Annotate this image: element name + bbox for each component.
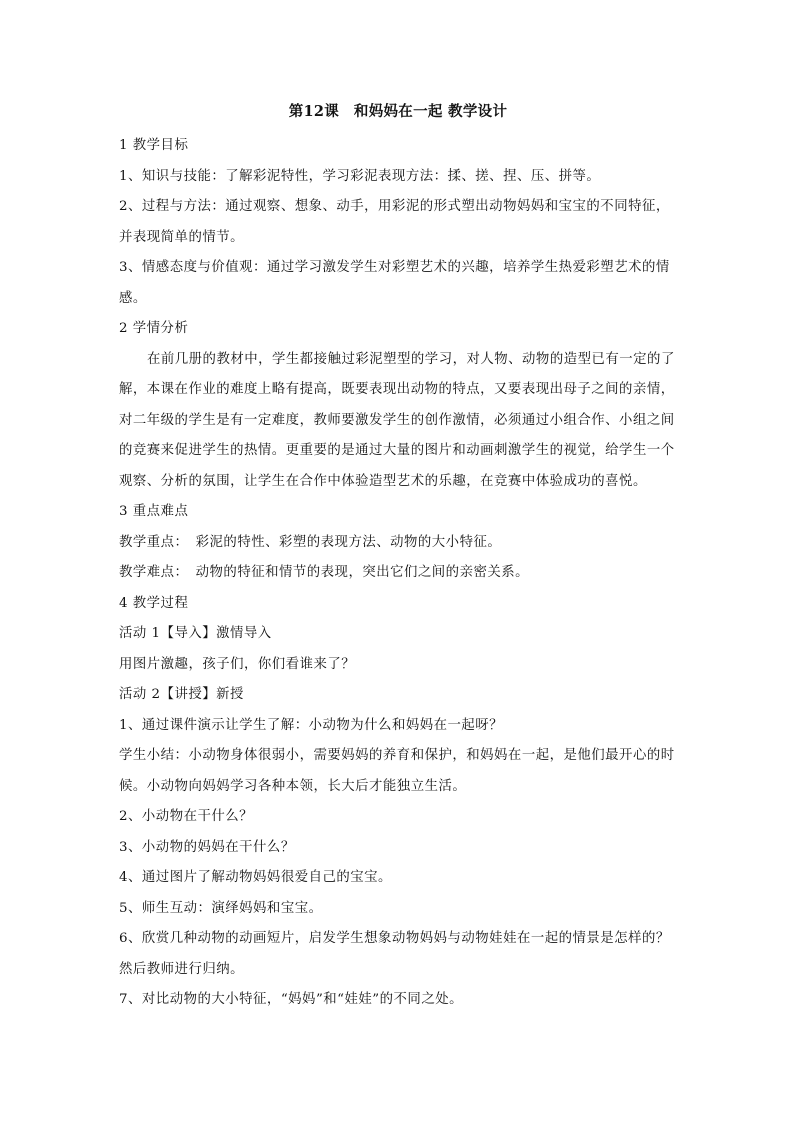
text-line: 1、通过课件演示让学生了解：小动物为什么和妈妈在一起呀？ [119,717,504,733]
text-line: 4、通过图片了解动物妈妈很爱自己的宝宝。 [119,870,392,885]
text-line: 解，本课在作业的难度上略有提高，既要表现出动物的特点，又要表现出母子之间的亲情， [119,382,675,397]
text-line: 活动 2【讲授】新授 [119,687,244,702]
text-line: 然后教师进行归纳。 [119,961,245,977]
text-line: 6、欣赏几种动物的动画短片，启发学生想象动物妈妈与动物娃娃在一起的情景是怎样的？ [119,931,670,946]
text-line: 教学重点： 彩泥的特性、彩塑的表现方法、动物的大小特征。 [119,534,502,550]
text-line: 的竞赛来促进学生的热情。更重要的是通过大量的图片和动画刺激学生的视觉，给学生一个 [119,443,675,458]
text-line: 候。小动物向妈妈学习各种本领，长大后才能独立生活。 [119,778,467,794]
document-title: 第12课 和妈妈在一起 教学设计 [288,103,508,120]
text-line: 5、师生互动：演绎妈妈和宝宝。 [119,900,323,916]
text-line: 在前几册的教材中，学生都接触过彩泥塑型的学习，对人物、动物的造型已有一定的了 [147,351,675,367]
text-line: 并表现简单的情节。 [119,229,245,245]
text-line: 3、情感态度与价值观：通过学习激发学生对彩塑艺术的兴趣，培养学生热爱彩塑艺术的情 [119,260,670,275]
document-page [119,102,677,1016]
text-line: 1 教学目标 [119,138,189,153]
text-line: 活动 1【导入】激情导入 [119,626,272,641]
text-line: 学生小结：小动物身体很弱小，需要妈妈的养育和保护，和妈妈在一起，是他们最开心的时 [119,748,675,763]
text-line: 2、小动物在干什么？ [119,809,254,824]
document-body [119,131,677,1016]
text-line: 7、对比动物的大小特征，“妈妈”和“娃娃”的不同之处。 [119,992,463,1007]
text-line: 2、过程与方法：通过观察、想象、动手，用彩泥的形式塑出动物妈妈和宝宝的不同特征， [119,199,670,214]
text-line: 教学难点： 动物的特征和情节的表现，突出它们之间的亲密关系。 [119,565,530,580]
text-line: 4 教学过程 [119,595,189,611]
text-line: 对二年级的学生是有一定难度，教师要激发学生的创作激情，必须通过小组合作、小组之间 [119,412,675,428]
text-line: 3 重点难点 [119,504,189,519]
text-line: 用图片激趣，孩子们，你们看谁来了？ [119,656,356,672]
text-line: 2 学情分析 [119,321,189,336]
text-line: 感。 [119,290,147,306]
text-line: 3、小动物的妈妈在干什么？ [119,839,295,855]
text-line: 观察、分析的氛围，让学生在合作中体验造型艺术的乐趣，在竞赛中体验成功的喜悦。 [119,473,647,489]
text-line: 1、知识与技能：了解彩泥特性，学习彩泥表现方法：揉、搓、捏、压、拼等。 [119,168,601,184]
